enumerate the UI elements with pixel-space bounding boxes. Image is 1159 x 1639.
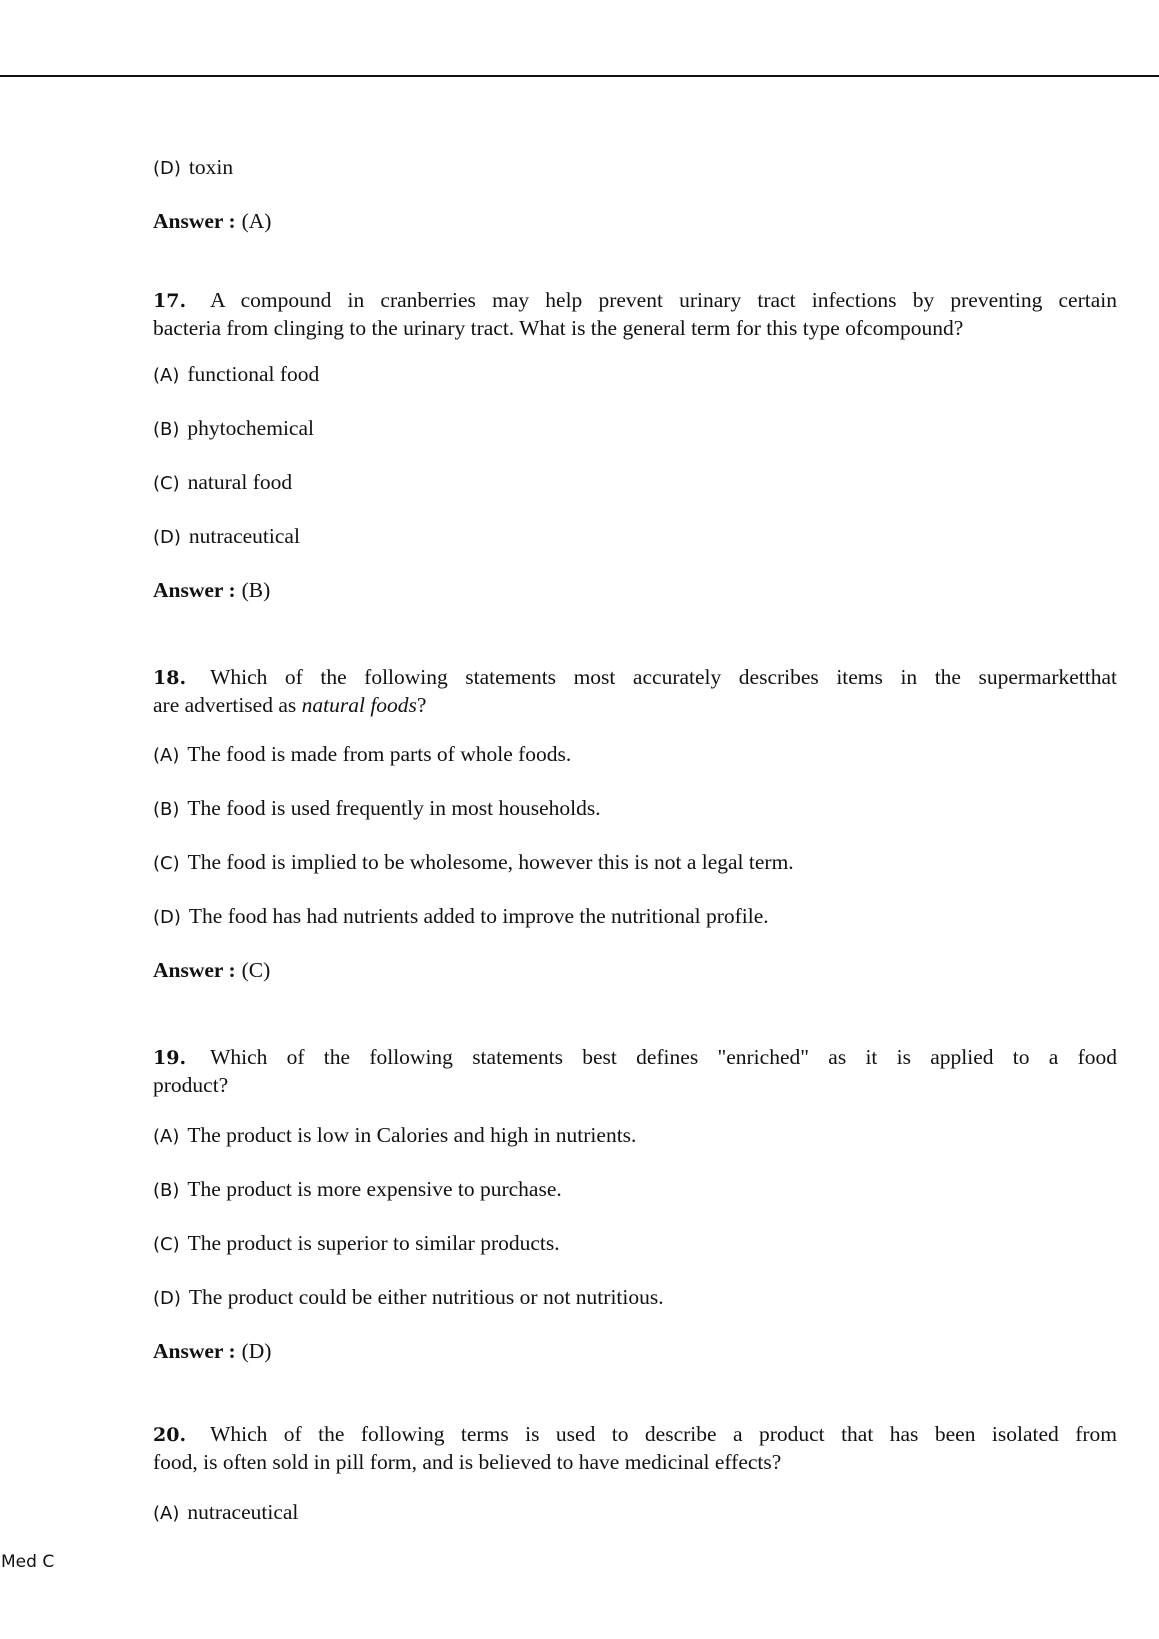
option-text: The food is made from parts of whole foods.: [187, 742, 572, 766]
answer-label: Answer :: [153, 578, 236, 602]
question-text-line: bacteria from clinging to the urinary tract. What is the general term for this type ofcompound?: [153, 316, 964, 340]
option-c: (C) The food is implied to be wholesome, however this is not a legal term.: [153, 850, 794, 874]
answer-label: Answer :: [153, 209, 236, 233]
option-d: (D) nutraceutical: [153, 524, 300, 548]
option-text: The product is low in Calories and high in nutrients.: [187, 1123, 637, 1147]
answer-label: Answer :: [153, 958, 236, 982]
option-text: The food is implied to be wholesome, however this is not a legal term.: [187, 850, 794, 874]
question-number: 20.: [153, 1424, 187, 1446]
option-text: phytochemical: [187, 416, 314, 440]
option-c: (C) natural food: [153, 470, 293, 494]
answer-value: (A): [241, 209, 272, 233]
question-19: [153, 1044, 1117, 1099]
answer-value: (B): [241, 578, 271, 602]
answer-line: [153, 577, 270, 604]
question-text-line: food, is often sold in pill form, and is believed to have medicinal effects?: [153, 1450, 782, 1474]
option-d: [153, 154, 233, 182]
option-d: (D) The product could be either nutritious or not nutritious.: [153, 1285, 664, 1309]
option-d: (D) The food has had nutrients added to improve the nutritional profile.: [153, 904, 769, 928]
answer-label: Answer :: [153, 1339, 236, 1363]
italic-term: natural foods: [301, 693, 417, 717]
option-text: The food has had nutrients added to improve the nutritional profile.: [188, 904, 769, 928]
header-rule: [0, 75, 1159, 77]
question-18: [153, 664, 1117, 719]
option-text: nutraceutical: [188, 524, 300, 548]
question-number: 19.: [153, 1047, 187, 1069]
option-text: The product could be either nutritious or not nutritious.: [188, 1285, 664, 1309]
question-text-line: A compound in cranberries may help prevent urinary tract infections by preventing certain: [210, 288, 1117, 312]
option-text: The product is superior to similar products.: [187, 1231, 560, 1255]
option-text: The food is used frequently in most households.: [187, 796, 601, 820]
question-number: 17.: [153, 290, 187, 312]
option-text: nutraceutical: [187, 1500, 299, 1524]
option-a: (A) The product is low in Calories and high in nutrients.: [153, 1123, 637, 1147]
question-text-line: product?: [153, 1073, 229, 1097]
option-b: (B) The food is used frequently in most households.: [153, 796, 601, 820]
option-text: functional food: [187, 362, 320, 386]
question-17: [153, 287, 1117, 342]
page-footer: Med C: [1, 1552, 55, 1572]
option-b: (B) phytochemical: [153, 416, 314, 440]
option-c: (C) The product is superior to similar products.: [153, 1231, 560, 1255]
option-a: (A) The food is made from parts of whole foods.: [153, 742, 572, 766]
question-text-line: Which of the following statements best defines "enriched" as it is applied to a food: [210, 1045, 1117, 1069]
answer-line: [153, 208, 271, 235]
question-20: [153, 1421, 1117, 1476]
answer-line: [153, 1338, 271, 1365]
option-text: The product is more expensive to purchase.: [187, 1177, 562, 1201]
option-b: (B) The product is more expensive to purchase.: [153, 1177, 562, 1201]
answer-line: [153, 957, 270, 984]
question-text-line: Which of the following statements most accurately describes items in the supermarketthat: [210, 665, 1117, 689]
answer-value: (C): [241, 958, 271, 982]
question-text-line: Which of the following terms is used to describe a product that has been isolated from: [210, 1422, 1117, 1446]
option-text: toxin: [188, 155, 234, 179]
question-text-line: are advertised as natural foods?: [153, 693, 427, 717]
option-text: natural food: [187, 470, 293, 494]
option-a: (A) functional food: [153, 362, 320, 386]
option-a: (A) nutraceutical: [153, 1500, 299, 1524]
answer-value: (D): [241, 1339, 272, 1363]
question-number: 18.: [153, 667, 187, 689]
option-letter: (D): [153, 158, 181, 179]
